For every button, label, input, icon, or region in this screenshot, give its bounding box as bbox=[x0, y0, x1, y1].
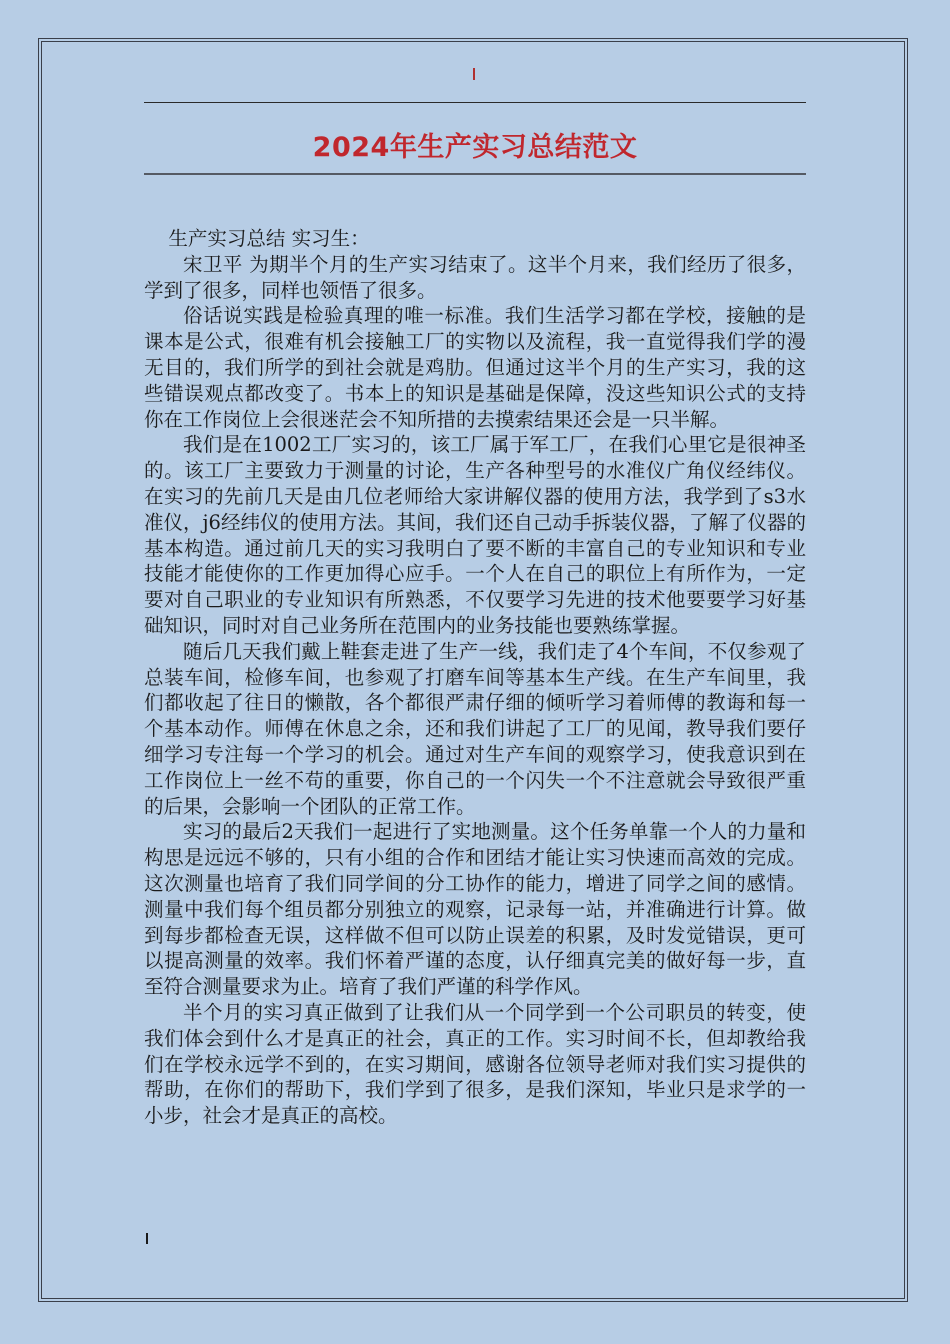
paragraph-survey: 实习的最后2天我们一起进行了实地测量。这个任务单靠一个人的力量和构思是远远不够的，只有小组的合作和团结才能让实习快速而高效的完成。这次测量也培育了我们同学间的分工协作的能力，增进了同学之间的感情。测量中我们每个组员都分别独立的观察，记录每一站，并准确进行计算。做到每步都检查无误，这样做不但可以防止误差的积累，及时发觉错误，更可以提高测量的效率。我们怀着严谨的态度，认仔细真完美的做好每一步，直至符合测量要求为止。培育了我们严谨的科学作风。 bbox=[144, 820, 806, 999]
paragraph-conclusion: 半个月的实习真正做到了让我们从一个同学到一个公司职员的转变，使我们体会到什么才是真正的社会，真正的工作。实习时间不长，但却教给我们在学校永远学不到的，在实习期间，感谢各位领导老师对我们实习提供的帮助，在你们的帮助下，我们学到了很多，是我们深知，毕业只是求学的一小步，社会才是真正的高校。 bbox=[144, 1000, 806, 1128]
document-body bbox=[144, 226, 806, 1129]
header-rule bbox=[144, 102, 806, 103]
footer-cursor-mark bbox=[146, 1233, 148, 1244]
title-underline bbox=[144, 173, 806, 175]
paragraph-practice: 俗话说实践是检验真理的唯一标准。我们生活学习都在学校，接触的是课本是公式，很难有机会接触工厂的实物以及流程，我一直觉得我们学的漫无目的，我们所学的到社会就是鸡肋。但通过这半个月的生产实习，我的这些错误观点都改变了。书本上的知识是基础是保障，没这些知识公式的支持你在工作岗位上会很迷茫会不知所措的去摸索结果还会是一只半解。 bbox=[144, 304, 806, 431]
paragraph-opening: 宋卫平 为期半个月的生产实习结束了。这半个月来，我们经历了很多，学到了很多，同样也领悟了很多。 bbox=[144, 252, 806, 302]
document-title: 2024年生产实习总结范文 bbox=[312, 132, 638, 163]
paragraph-factory: 我们是在1002工厂实习的，该工厂属于军工厂，在我们心里它是很神圣的。该工厂主要致力于测量的讨论，生产各种型号的水准仪广角仪经纬仪。在实习的先前几天是由几位老师给大家讲解仪器的使用方法，我学到了s3水准仪，j6经纬仪的使用方法。其间，我们还自己动手拆装仪器，了解了仪器的基本构造。通过前几天的实习我明白了要不断的丰富自己的专业知识和专业技能才能使你的工作更加得心应手。一个人在自己的职位上有所作为，一定要对自己职业的专业知识有所熟悉，不仅要学习先进的技术他要要学习好基础知识，同时对自己业务所在范围内的业务技能也要熟练掌握。 bbox=[144, 433, 806, 637]
paragraph-workshop: 随后几天我们戴上鞋套走进了生产一线，我们走了4个车间，不仅参观了总装车间，检修车间，也参观了打磨车间等基本生产线。在生产车间里，我们都收起了往日的懒散，各个都很严肃仔细的倾听学习着师傅的教诲和每一个基本动作。师傅在休息之余，还和我们讲起了工厂的见闻，教导我们要仔细学习专注每一个学习的机会。通过对生产车间的观察学习，使我意识到在工作岗位上一丝不苟的重要，你自己的一个闪失一个不注意就会导致很严重的后果，会影响一个团队的正常工作。 bbox=[144, 639, 806, 818]
header-cursor-mark bbox=[473, 68, 475, 80]
paragraph-intro: 生产实习总结 实习生： bbox=[168, 227, 370, 250]
